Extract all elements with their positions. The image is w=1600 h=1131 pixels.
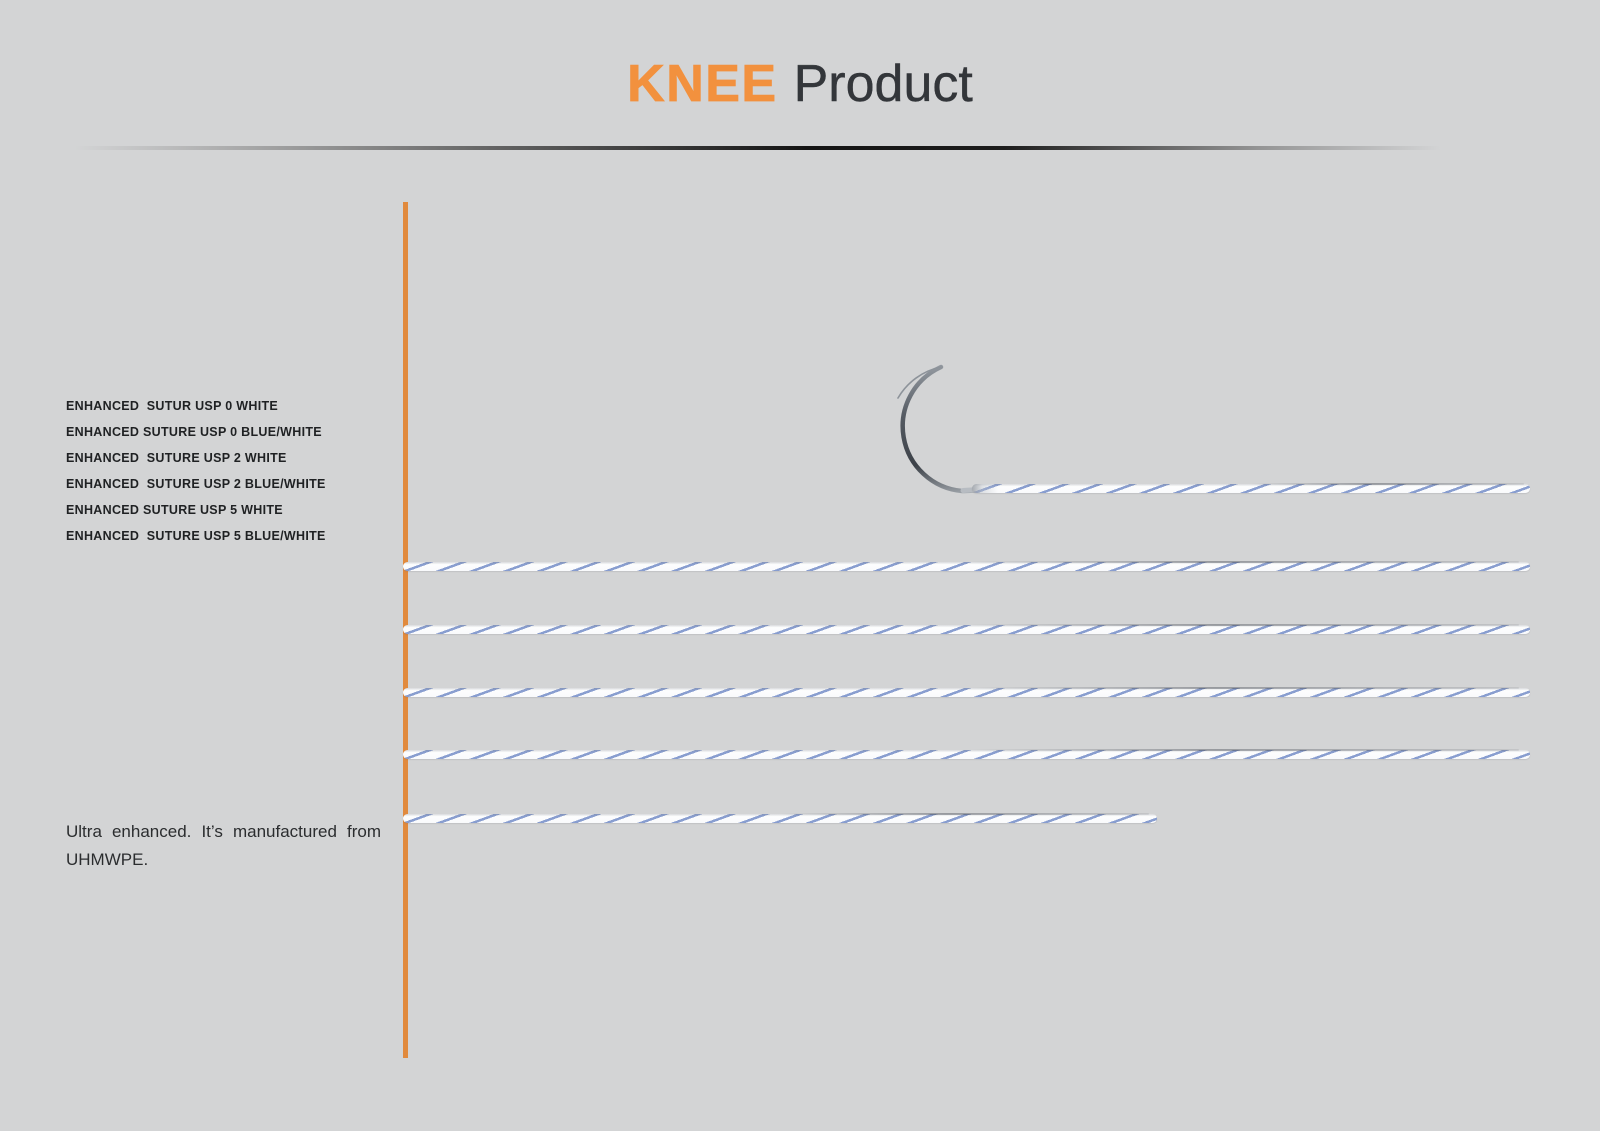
page-title-rest: Product <box>793 55 973 113</box>
product-list-item: ENHANCED SUTURE USP 2 WHITE <box>66 451 287 465</box>
page-title <box>0 56 1600 112</box>
suture-thread <box>403 562 1530 571</box>
suture-thread-with-needle <box>972 484 1530 493</box>
product-list-item: ENHANCED SUTURE USP 5 BLUE/WHITE <box>66 529 326 543</box>
suture-thread <box>403 625 1530 634</box>
product-list-item: ENHANCED SUTUR USP 0 WHITE <box>66 399 279 413</box>
suture-thread-short <box>403 814 1157 823</box>
product-list-item: ENHANCED SUTURE USP 0 BLUE/WHITE <box>66 425 322 439</box>
product-list-item: ENHANCED SUTURE USP 5 WHITE <box>66 503 283 517</box>
suture-thread <box>403 688 1530 697</box>
needle-curve <box>903 367 990 491</box>
suture-thread <box>403 750 1530 759</box>
product-description-text: Ultra enhanced. It’s manufactured from UHMWPE. <box>66 822 381 869</box>
product-list <box>66 393 326 549</box>
page-title-highlight: KNEE <box>627 55 778 113</box>
header-divider-line <box>75 146 1483 150</box>
product-list-item: ENHANCED SUTURE USP 2 BLUE/WHITE <box>66 477 326 491</box>
